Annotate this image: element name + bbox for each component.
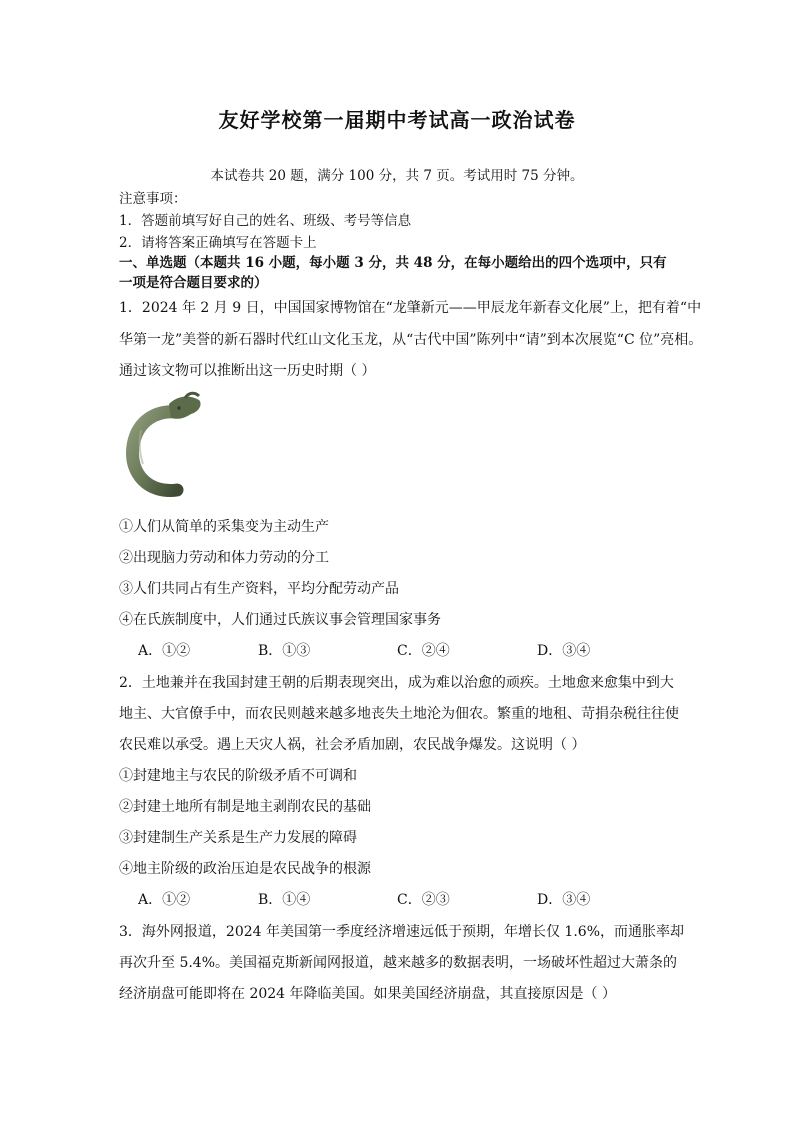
option-c: C．②④ [397,643,450,659]
statement: ③人们共同占有生产资料，平均分配劳动产品 [119,581,399,597]
notice-item: 1．答题前填写好自己的姓名、班级、考号等信息 [119,213,412,229]
option-c: C．②③ [397,892,450,908]
question-stem: 地主、大官僚手中，而农民则越来越多地丧失土地沦为佃农。繁重的地租、苛捐杂税往往使 [119,706,679,722]
question-stem: 农民难以承受。遇上天灾人祸，社会矛盾加剧，农民战争爆发。这说明（ ） [119,737,586,753]
jade-dragon-image [119,390,203,498]
section-heading: 一项是符合题目要求的） [119,275,268,291]
statement: ②封建土地所有制是地主剥削农民的基础 [119,799,371,815]
option-b: B．①④ [258,892,311,908]
page-title: 友好学校第一届期中考试高一政治试卷 [218,108,576,132]
question-stem: 再次升至 5.4%。美国福克斯新闻网报道，越来越多的数据表明，一场破坏性超过大萧条的 [119,955,678,971]
option-d: D．③④ [537,892,591,908]
statement: ④地主阶级的政治压迫是农民战争的根源 [119,861,371,877]
statement: ②出现脑力劳动和体力劳动的分工 [119,550,329,566]
question-stem: 3．海外网报道，2024 年美国第一季度经济增速远低于预期，年增长仅 1.6%，而通胀率却 [119,924,685,940]
exam-info: 本试卷共 20 题，满分 100 分，共 7 页。考试用时 75 分钟。 [210,168,584,184]
statement: ③封建制生产关系是生产力发展的障碍 [119,830,357,846]
notice-heading: 注意事项： [119,191,187,207]
notice-item: 2．请将答案正确填写在答题卡上 [119,235,317,251]
question-stem: 1．2024 年 2 月 9 日，中国国家博物馆在“龙肇新元——甲辰龙年新春文化展”上，把有着“中 [119,300,702,316]
question-stem: 华第一龙”美誉的新石器时代红山文化玉龙，从“古代中国”陈列中“请”到本次展览“C 位”亮相。 [119,332,703,348]
question-stem: 通过该文物可以推断出这一历史时期（ ） [119,363,376,379]
statement: ④在氏族制度中，人们通过氏族议事会管理国家事务 [119,612,441,628]
question-stem: 2．土地兼并在我国封建王朝的后期表现突出，成为难以治愈的顽疾。土地愈来愈集中到大 [119,675,674,691]
option-d: D．③④ [537,643,591,659]
option-b: B．①③ [258,643,311,659]
section-heading: 一、单选题（本题共 16 小题，每小题 3 分，共 48 分，在每小题给出的四个选项中，只有 [119,255,667,271]
question-stem: 经济崩盘可能即将在 2024 年降临美国。如果美国经济崩盘，其直接原因是（ ） [119,986,616,1002]
statement: ①封建地主与农民的阶级矛盾不可调和 [119,768,357,784]
statement: ①人们从简单的采集变为主动生产 [119,519,329,535]
option-a: A．①② [138,643,191,659]
option-a: A．①② [138,892,191,908]
